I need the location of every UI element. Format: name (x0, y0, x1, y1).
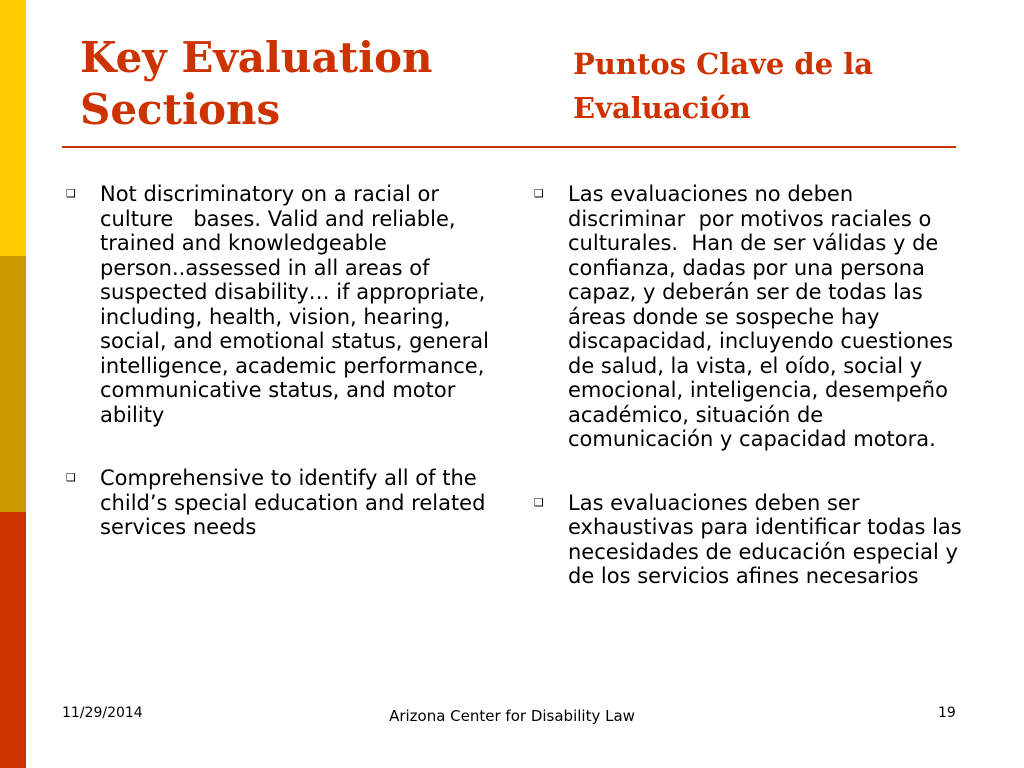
square-bullet-icon: ❑ (66, 471, 76, 484)
square-bullet-icon: ❑ (534, 495, 544, 509)
spanish-bullet-text: Las evaluaciones no deben discriminar por motivos raciales o culturales. Han de ser válidas y de confianza, dadas por una persona capaz, y deberán ser de todas las áreas donde se sospeche hay discapacidad, incluyendo cuestiones de salud, la vista, el oído, social y emocional, inteligencia, desempeño académico, situación de comunicación y capacidad motora. (568, 182, 954, 451)
footer-page-number: 19 (938, 705, 956, 721)
square-bullet-icon: ❑ (66, 187, 76, 200)
spanish-bullet-text: Las evaluaciones deben ser exhaustivas para identificar todas las necesidades de educación especial y de los servicios afines necesarios (568, 490, 962, 588)
english-bullet-1 (66, 182, 502, 427)
english-bullet-2 (66, 466, 502, 540)
english-bullet-list (66, 182, 502, 579)
side-band-yellow (0, 0, 26, 256)
slide-title-spanish: Puntos Clave de la Evaluación (573, 47, 874, 125)
footer-organization: Arizona Center for Disability Law (389, 707, 635, 725)
spanish-bullet-list (534, 182, 970, 628)
footer-date: 11/29/2014 (62, 705, 143, 721)
slide-title-english: Key Evaluation Sections (80, 33, 433, 134)
spanish-bullet-1 (534, 182, 970, 452)
english-bullet-text: Not discriminatory on a racial or culture bases. Valid and reliable, trained and knowledgeable person..assessed in all areas of suspected disability… if appropriate, including, health, vision, hearing, social, and emotional status, general intelligence, academic performance, communicative status, and motor ability (100, 182, 489, 427)
square-bullet-icon: ❑ (534, 187, 544, 200)
spanish-bullet-2 (534, 491, 970, 589)
side-band-red (0, 512, 26, 768)
side-band-gold (0, 256, 26, 512)
english-bullet-text: Comprehensive to identify all of the child’s special education and related services needs (100, 466, 486, 539)
title-divider (62, 146, 956, 148)
